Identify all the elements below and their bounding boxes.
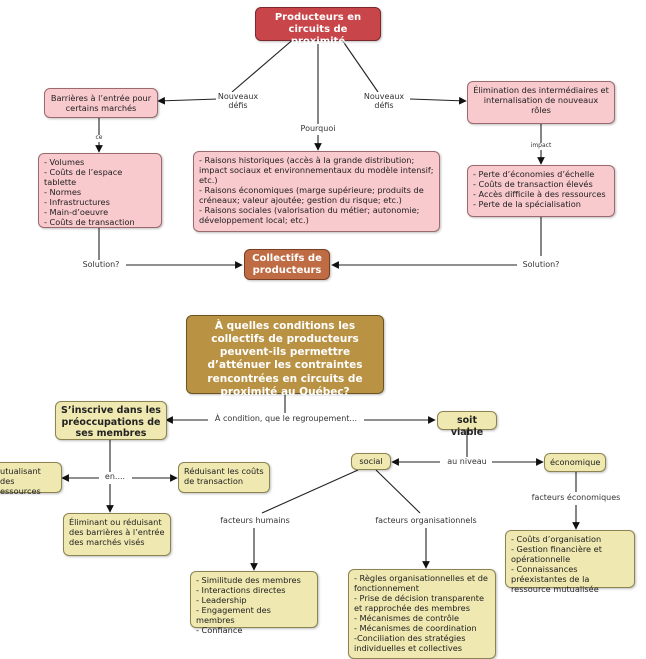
node-collectifs[interactable] bbox=[244, 249, 330, 280]
node-humains-list[interactable] bbox=[190, 571, 318, 635]
node-elimination[interactable] bbox=[467, 81, 615, 124]
list-item: - Similitude des membres bbox=[196, 575, 301, 585]
list-item: - Accès difficile à des ressources bbox=[473, 189, 606, 199]
node-sinscrive-text: S’inscrive dans les préoccupations de ses membres bbox=[61, 405, 161, 440]
node-question[interactable] bbox=[186, 315, 384, 398]
node-barrieres[interactable] bbox=[44, 88, 158, 118]
node-collectifs-text: Collectifs de producteurs bbox=[252, 253, 322, 277]
eco-items bbox=[511, 534, 629, 594]
list-item: - Coûts de transaction bbox=[44, 217, 135, 227]
node-mutualisant-text: utualisant des essources bbox=[0, 466, 41, 496]
node-org-list[interactable] bbox=[348, 569, 496, 659]
label-pourquoi: Pourquoi bbox=[298, 124, 338, 133]
list-item: - Règles organisationnelles et de fonctionnement bbox=[354, 573, 488, 593]
node-reduisant[interactable] bbox=[178, 462, 270, 493]
list-item: - Confiance bbox=[196, 625, 243, 635]
node-elimination-text: Élimination des intermédiaires et internalisation de nouveaux rôles bbox=[473, 85, 609, 115]
node-producteurs-title[interactable] bbox=[255, 7, 381, 48]
list-item: -Conciliation des stratégies individuelles et collectives bbox=[354, 633, 466, 653]
node-producteurs-title-text: Producteurs en circuits de proximité bbox=[274, 12, 362, 48]
list-item: - Interactions directes bbox=[196, 585, 286, 595]
node-perte-list[interactable] bbox=[467, 165, 615, 217]
list-item: - Coûts d’organisation bbox=[511, 534, 602, 544]
node-barrieres-list[interactable] bbox=[38, 153, 162, 228]
label-solution-left: Solution? bbox=[78, 260, 124, 269]
label-facteurs-humains: facteurs humains bbox=[214, 516, 296, 525]
label-nouveaux-defis-left: Nouveaux défis bbox=[217, 92, 259, 111]
node-soit-viable[interactable] bbox=[437, 411, 497, 438]
list-item: - Normes bbox=[44, 187, 82, 197]
list-item: - Coûts de transaction élevés bbox=[473, 179, 593, 189]
edge-nouveaux-left-to-barrieres bbox=[158, 99, 218, 101]
list-item: - Main-d’oeuvre bbox=[44, 207, 109, 217]
label-solution-right: Solution? bbox=[518, 260, 564, 269]
list-item: - Mécanismes de contrôle bbox=[354, 613, 460, 623]
label-au-niveau: au niveau bbox=[444, 457, 490, 466]
edge-social-to-humains bbox=[262, 470, 358, 513]
node-soit-viable-text: soit viable bbox=[450, 415, 484, 438]
list-item: - Infrastructures bbox=[44, 197, 110, 207]
node-sinscrive[interactable] bbox=[55, 401, 167, 440]
raisons-items bbox=[199, 155, 434, 225]
perte-items bbox=[473, 169, 609, 209]
list-item: - Raisons économiques (marge supérieure; produits de créneaux; valeur ajoutée; gestion du risque; etc.) bbox=[199, 185, 424, 205]
barrieres-items bbox=[44, 157, 156, 227]
label-nouveaux-defis-right: Nouveaux défis bbox=[360, 92, 408, 110]
node-eliminant[interactable] bbox=[63, 513, 171, 556]
node-social-text: social bbox=[359, 456, 383, 466]
label-impact: impact bbox=[527, 143, 555, 150]
label-a-condition: À condition, que le regroupement... bbox=[209, 414, 363, 423]
org-items bbox=[354, 573, 490, 653]
list-item: - Gestion financière et opérationnelle bbox=[511, 544, 602, 564]
node-economique-text: économique bbox=[550, 457, 601, 467]
list-item: - Connaissances préexistantes de la ressource mutualisée bbox=[511, 564, 599, 594]
list-item: - Raisons historiques (accès à la grande distribution; impact sociaux et environnementaux du modèle intensif; etc.) bbox=[199, 155, 434, 185]
node-economique[interactable] bbox=[544, 453, 606, 472]
list-item: - Perte de la spécialisation bbox=[473, 199, 581, 209]
list-item: - Engagement des membres bbox=[196, 605, 271, 625]
edge-nouveaux-right-to-elimination bbox=[410, 99, 466, 101]
edge-title-to-nouveaux-right bbox=[340, 37, 378, 92]
list-item: - Raisons sociales (valorisation du métier; autonomie; développement local; etc.) bbox=[199, 205, 420, 225]
node-question-text: À quelles conditions les collectifs de producteurs peuvent-ils permettre d’atténuer les contraintes rencontrées en circuits de proximité au Québec? bbox=[207, 320, 363, 398]
node-eliminant-text: Éliminant ou réduisant des barrières à l’entrée des marchés visés bbox=[69, 517, 165, 547]
list-item: - Coûts de l’espace tablette bbox=[44, 167, 123, 187]
list-item: - Leadership bbox=[196, 595, 247, 605]
label-en: en.... bbox=[100, 472, 130, 481]
node-mutualisant[interactable] bbox=[0, 462, 62, 496]
edge-social-to-org bbox=[376, 470, 420, 513]
list-item: - Perte d’économies d’échelle bbox=[473, 169, 595, 179]
node-barrieres-text: Barrières à l’entrée pour certains marchés bbox=[50, 93, 152, 113]
node-social[interactable] bbox=[351, 453, 391, 470]
node-eco-list[interactable] bbox=[505, 530, 635, 594]
node-reduisant-text: Réduisant les coûts de transaction bbox=[184, 466, 264, 486]
list-item: - Mécanismes de coordination bbox=[354, 623, 477, 633]
label-facteurs-organisationnels: facteurs organisationnels bbox=[368, 516, 484, 525]
list-item: - Volumes bbox=[44, 157, 85, 167]
edge-title-to-nouveaux-left bbox=[232, 37, 296, 92]
label-facteurs-economiques: facteurs économiques bbox=[526, 493, 626, 502]
label-ce: ce bbox=[92, 135, 106, 142]
node-raisons-list[interactable] bbox=[193, 151, 440, 232]
list-item: - Prise de décision transparente et rapprochée des membres bbox=[354, 593, 485, 613]
humains-items bbox=[196, 575, 312, 635]
